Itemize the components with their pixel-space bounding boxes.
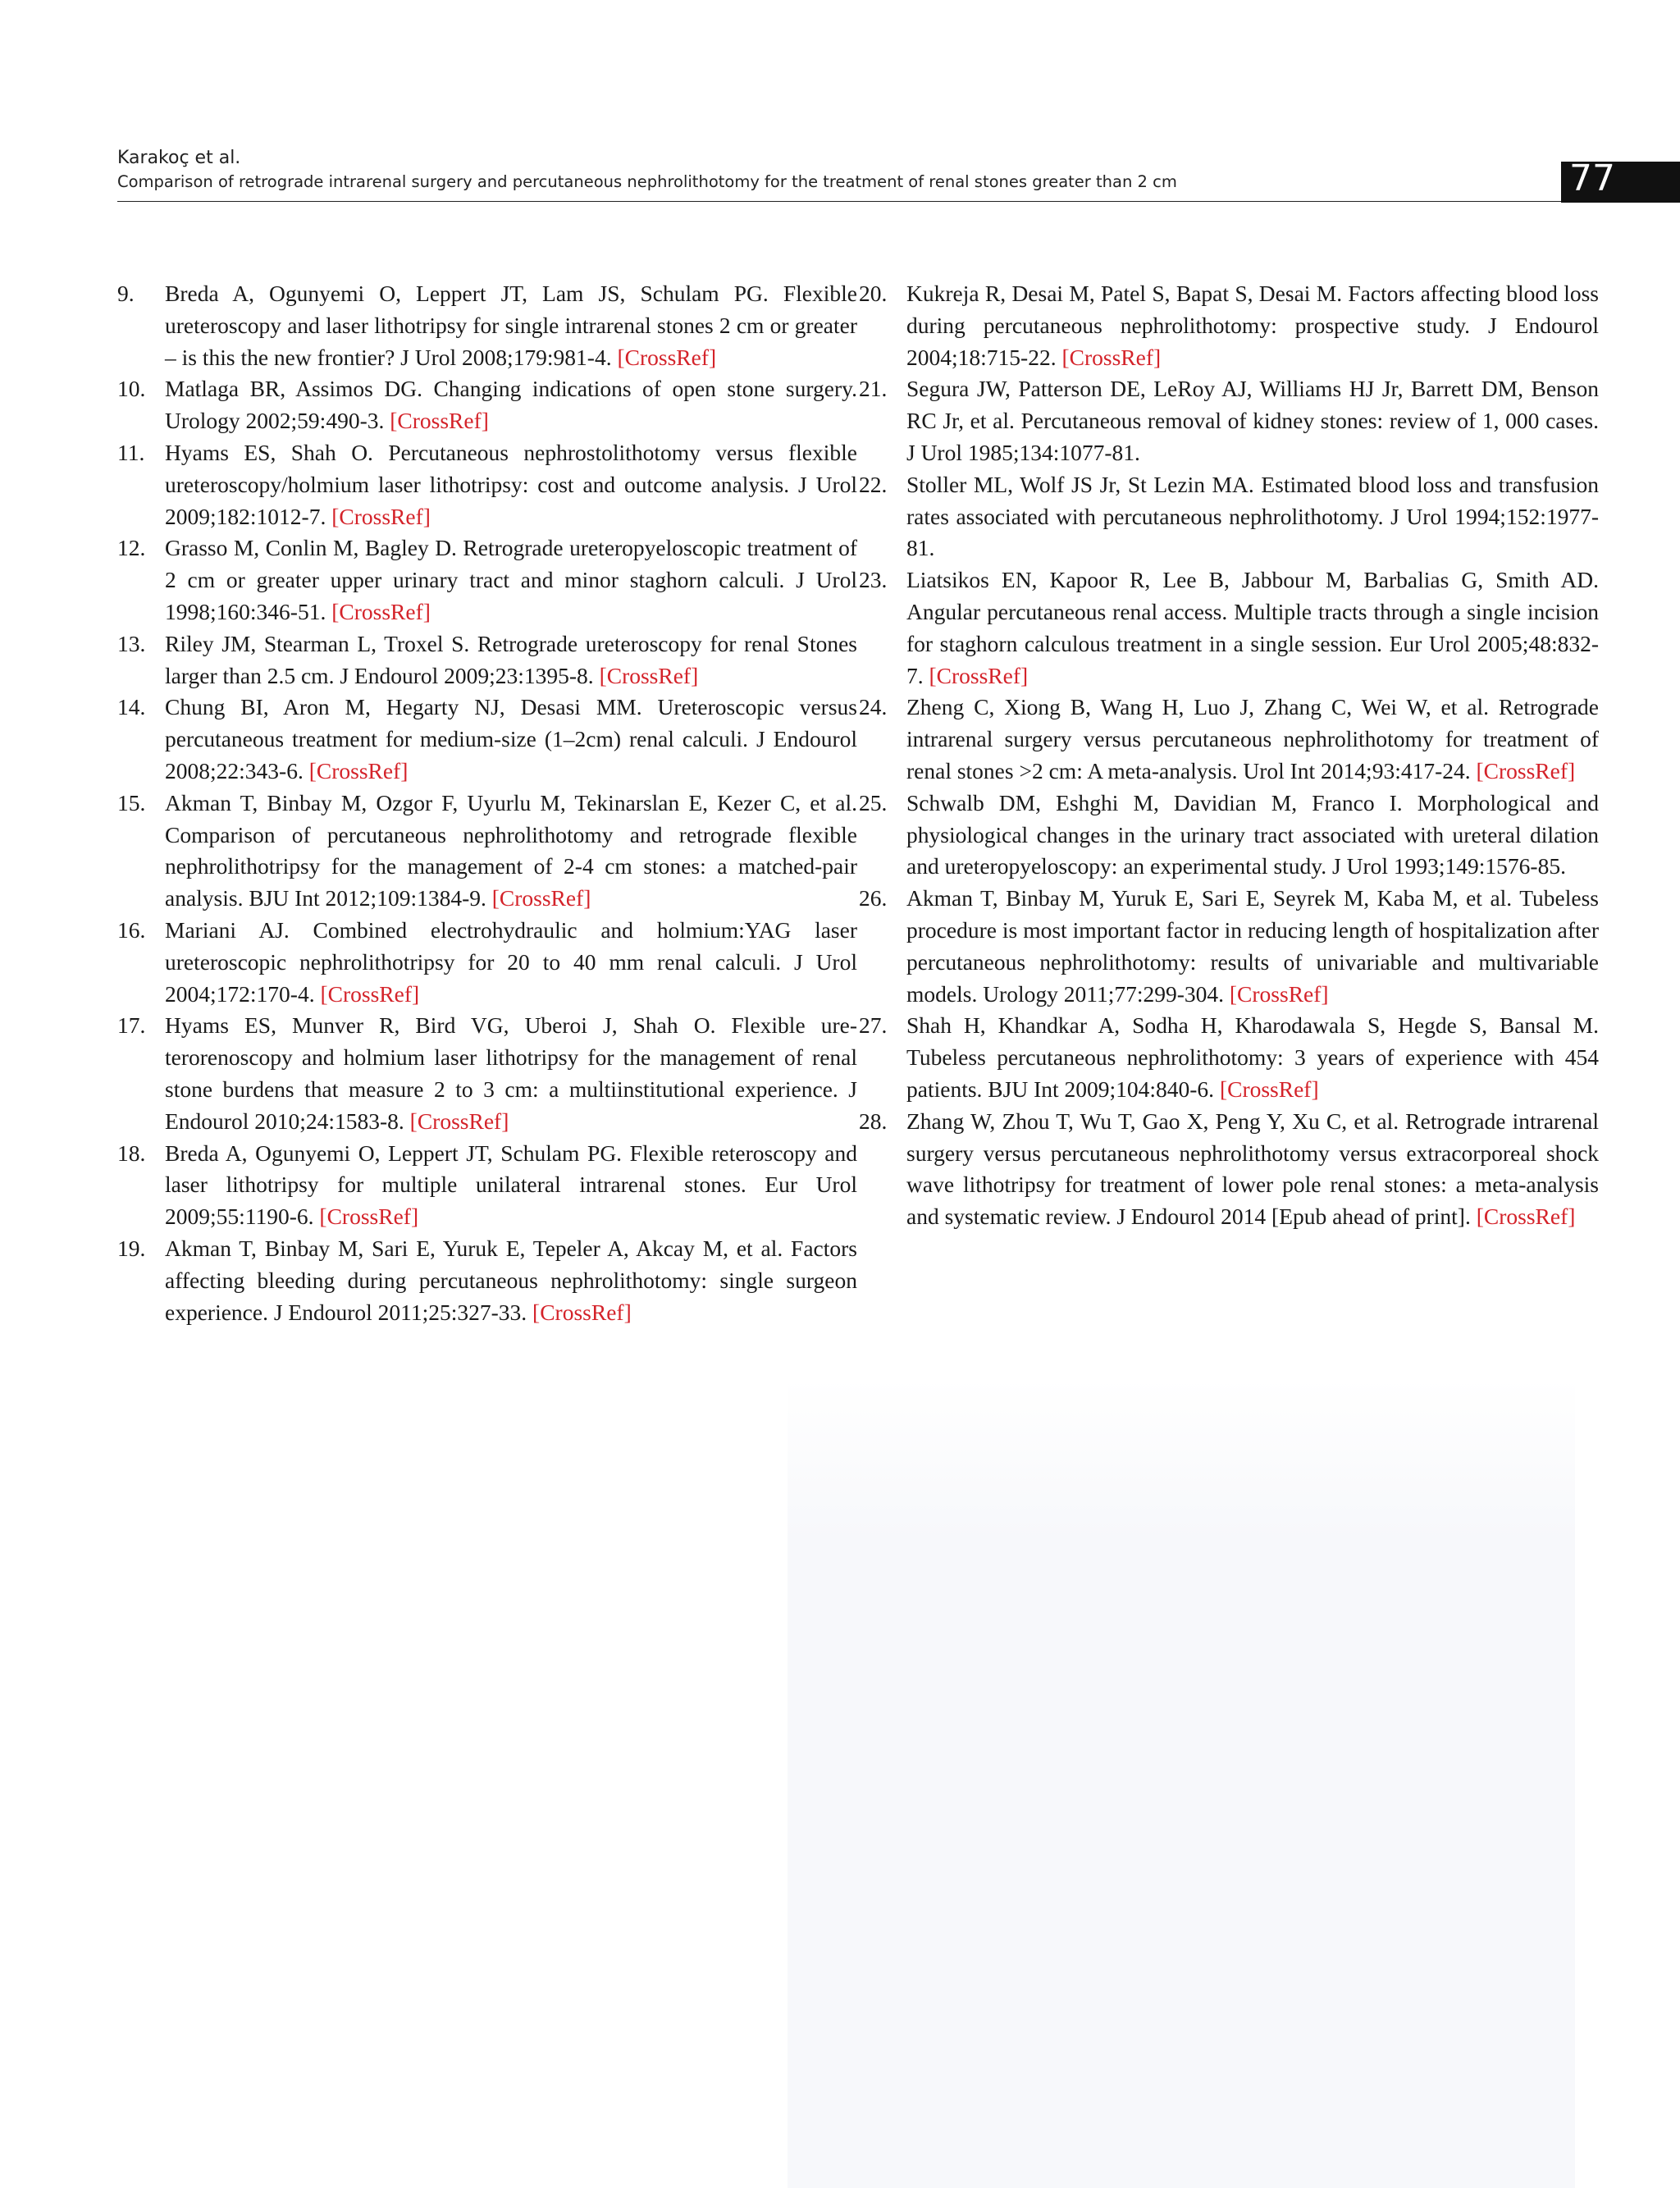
crossref-link[interactable]: [CrossRef] [1476,1204,1576,1230]
crossref-link[interactable]: [CrossRef] [929,662,1029,688]
reference-number: 23. [859,567,888,593]
reference-number: 16. [117,916,146,943]
reference-text: Hyams ES, Munver R, Bird VG, Uberoi J, Shah O. Flexible ureterorenoscopy and holmium laser lithotripsy for the management of renal stone burdens that measure 2 to 3 cm: a multiinstitutional experience. J Endourol 2010;24:1583-8. [165,1012,857,1134]
reference-text: Liatsikos EN, Kapoor R, Lee B, Jabbour M, Barbalias G, Smith AD. Angular percutaneous renal access. Multiple tracts through a single incision for staghorn calculous treatment in a single session. Eur Urol 2005;48:832-7. [906,567,1599,688]
crossref-link[interactable]: [CrossRef] [1061,344,1162,370]
reference-text: Zhang W, Zhou T, Wu T, Gao X, Peng Y, Xu C, et al. Retrograde intrarenal surgery versus percutaneous nephrolithotomy versus extracorporeal shock wave lithotripsy for treatment of lower pole renal stones: a meta-analysis and systematic review. J Endourol 2014 [Epub ahead of print]. [906,1108,1599,1230]
crossref-link[interactable]: [CrossRef] [308,757,409,783]
reference-number: 28. [859,1108,888,1134]
crossref-link[interactable]: [CrossRef] [1219,1076,1319,1102]
reference-item [117,437,857,532]
reference-item [117,278,857,373]
reference-item [859,469,1599,564]
crossref-link[interactable]: [CrossRef] [390,408,489,434]
reference-number: 12. [117,535,146,561]
reference-item [117,692,857,787]
reference-text: Schwalb DM, Eshghi M, Davidian M, Franco I. Morphological and physiological changes in the urinary tract associated with ureteral dilation and ureteropyeloscopy: an experimental study. J Urol 1993;149:1576-85. [906,789,1599,879]
page-background-shade [788,1378,1575,2188]
reference-item [859,692,1599,787]
reference-number: 18. [117,1140,146,1166]
reference-item [859,373,1599,468]
reference-item [859,883,1599,1010]
reference-text: Stoller ML, Wolf JS Jr, St Lezin MA. Estimated blood loss and transfusion rates associated with percutaneous nephrolithotomy. J Urol 1994;152:1977-81. [906,471,1599,561]
header-rule [117,201,1561,202]
reference-item [859,278,1599,373]
page-number: 77 [1569,158,1615,199]
reference-number: 19. [117,1235,146,1261]
reference-text: Breda A, Ogunyemi O, Leppert JT, Lam JS, Schulam PG. Flexible ureteroscopy and laser lithotripsy for single intrarenal stones 2 cm or greater – is this the new frontier? J Urol 2008;179:981-4. [165,281,857,370]
reference-text: Chung BI, Aron M, Hegarty NJ, Desasi MM. Ureteroscopic versus percutaneous treatment for medium-size (1–2cm) renal calculi. J Endourol 2008;22:343-6. [165,694,857,783]
reference-text: Kukreja R, Desai M, Patel S, Bapat S, Desai M. Factors affecting blood loss during percutaneous nephrolithotomy: prospective study. J Endourol 2004;18:715-22. [906,281,1599,370]
reference-item [859,788,1599,883]
reference-number: 21. [859,376,888,402]
reference-number: 20. [859,281,888,306]
reference-number: 27. [859,1012,888,1039]
reference-number: 26. [859,885,888,911]
reference-text: Akman T, Binbay M, Yuruk E, Sari E, Seyrek M, Kaba M, et al. Tubeless procedure is most important factor in reducing length of hospitalization after percutaneous nephrolithotomy: results of univariable and multivariable models. Urology 2011;77:299-304. [906,885,1599,1007]
running-head-title: Comparison of retrograde intrarenal surgery and percutaneous nephrolithotomy for the treatment of renal stones greater than 2 cm [117,172,1177,191]
reference-item [117,1233,857,1328]
reference-number: 13. [117,630,146,656]
reference-item [117,1138,857,1233]
reference-text: Akman T, Binbay M, Ozgor F, Uyurlu M, Tekinarslan E, Kezer C, et al. Comparison of percutaneous nephrolithotomy and retrograde flexible nephrolithotripsy for the management of 2-4 cm stones: a matched-pair analysis. BJU Int 2012;109:1384-9. [165,789,857,911]
crossref-link[interactable]: [CrossRef] [331,503,431,529]
reference-number: 10. [117,376,146,402]
crossref-link[interactable]: [CrossRef] [532,1299,632,1325]
crossref-link[interactable]: [CrossRef] [491,885,591,911]
reference-text: Shah H, Khandkar A, Sodha H, Kharodawala S, Hegde S, Bansal M. Tubeless percutaneous nephrolithotomy: 3 years of experience with 454 patients. BJU Int 2009;104:840-6. [906,1012,1599,1102]
reference-number: 9. [117,281,135,306]
crossref-link[interactable]: [CrossRef] [320,980,420,1007]
reference-text: Mariani AJ. Combined electrohydraulic and holmium:YAG laser ureteroscopic nephrolithotripsy for 20 to 40 mm renal calculi. J Urol 2004;172:170-4. [165,916,857,1007]
crossref-link[interactable]: [CrossRef] [599,662,699,688]
crossref-link[interactable]: [CrossRef] [1229,980,1329,1007]
references-column-left [117,278,857,1328]
reference-item [117,532,857,628]
reference-number: 24. [859,694,888,720]
reference-text: Akman T, Binbay M, Sari E, Yuruk E, Tepeler A, Akcay M, et al. Factors affecting bleeding during percutaneous nephrolithotomy: single surgeon experience. J Endourol 2011;25:327-33. [165,1235,857,1325]
reference-text: Zheng C, Xiong B, Wang H, Luo J, Zhang C, Wei W, et al. Retrograde intrarenal surgery versus percutaneous nephrolithotomy for treatment of renal stones >2 cm: A meta-analysis. Urol Int 2014;93:417-24. [906,694,1599,783]
reference-text: Grasso M, Conlin M, Bagley D. Retrograde ureteropyeloscopic treatment of 2 cm or greater upper urinary tract and minor staghorn calculi. J Urol 1998;160:346-51. [165,535,857,624]
reference-number: 15. [117,789,146,815]
reference-number: 17. [117,1012,146,1039]
crossref-link[interactable]: [CrossRef] [331,598,431,624]
reference-text: Matlaga BR, Assimos DG. Changing indications of open stone surgery. Urology 2002;59:490-3. [165,376,857,434]
reference-text: Riley JM, Stearman L, Troxel S. Retrograde ureteroscopy for renal Stones larger than 2.5 cm. J Endourol 2009;23:1395-8. [165,630,857,688]
reference-item [859,1010,1599,1105]
reference-text: Breda A, Ogunyemi O, Leppert JT, Schulam PG. Flexible reteroscopy and laser lithotripsy for multiple unilateral intrarenal stones. Eur Urol 2009;55:1190-6. [165,1140,857,1230]
crossref-link[interactable]: [CrossRef] [617,344,717,370]
reference-number: 22. [859,471,888,497]
reference-item [117,788,857,915]
reference-item [117,628,857,692]
reference-number: 14. [117,694,146,720]
reference-item [859,1106,1599,1233]
running-head-author: Karakoç et al. [117,148,241,168]
reference-number: 11. [117,439,145,465]
reference-item [859,564,1599,692]
crossref-link[interactable]: [CrossRef] [409,1108,509,1134]
crossref-link[interactable]: [CrossRef] [1476,757,1576,783]
reference-text: Hyams ES, Shah O. Percutaneous nephrostolithotomy versus flexible ureteroscopy/holmium laser lithotripsy: cost and outcome analysis. J Urol 2009;182:1012-7. [165,439,857,529]
references-column-right [859,278,1599,1233]
reference-item [117,373,857,437]
reference-item [117,1010,857,1137]
reference-text: Segura JW, Patterson DE, LeRoy AJ, Williams HJ Jr, Barrett DM, Benson RC Jr, et al. Percutaneous removal of kidney stones: review of 1, 000 cases. J Urol 1985;134:1077-81. [906,376,1599,465]
reference-item [117,915,857,1010]
crossref-link[interactable]: [CrossRef] [319,1204,419,1230]
reference-number: 25. [859,789,888,815]
